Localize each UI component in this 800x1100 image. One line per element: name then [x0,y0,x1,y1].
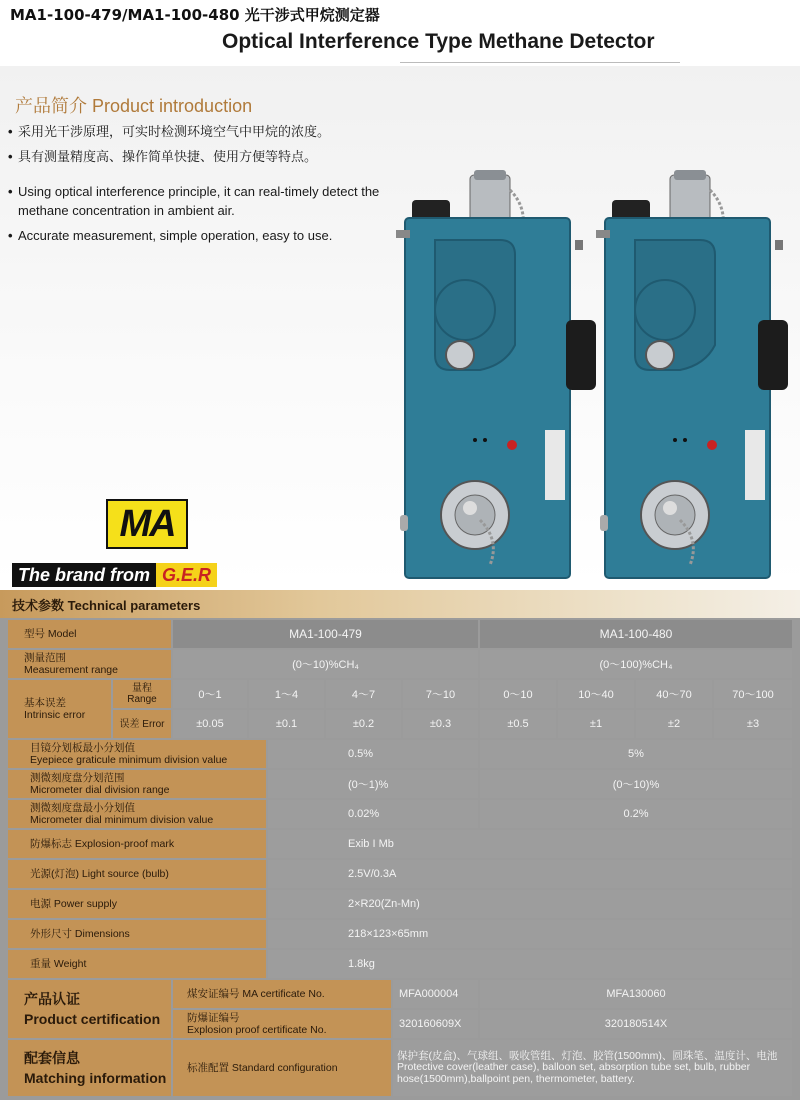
error-cell: ±2 [636,710,712,738]
eyepiece-label [8,740,266,768]
model-title: MA1-100-479/MA1-100-480 光干涉式甲烷测定器 [10,6,380,24]
eyepiece-value-480: 5% [480,740,792,768]
label-cn: 基本误差 [24,697,66,709]
range-cell: 40～70 [636,680,712,708]
ma-certificate-label: 煤安证编号 MA certificate No. [173,980,391,1008]
label-en: Explosion proof certificate No. [187,1024,327,1036]
error-cell: ±0.05 [173,710,247,738]
micrometer-min-479: 0.02% [268,800,478,828]
label-en: Range [127,694,157,705]
label-cn: 测量范围 [24,652,66,664]
bullet-item: • 具有测量精度高、操作简单快捷、使用方便等特点。 [8,149,318,164]
range-cell: 0～1 [173,680,247,708]
label-en: Micrometer dial division range [30,784,170,796]
micrometer-min-480: 0.2% [480,800,792,828]
ma-certificate-480: MFA130060 [480,980,792,1008]
range-cell: 7～10 [403,680,478,708]
model-label: 型号 Model [8,620,171,648]
bullet-text: 采用光干涉原理，可实时检测环境空气中甲烷的浓度。 [18,124,331,139]
ma-logo: MA [106,499,188,549]
error-cell: ±0.5 [480,710,556,738]
weight-value: 1.8kg [268,950,792,978]
micrometer-range-label [8,770,266,798]
label-cn: 配套信息 [24,1050,80,1066]
standard-configuration-label: 标准配置 Standard configuration [173,1040,391,1096]
range-label [8,650,171,678]
technical-parameters-header [0,590,800,618]
title-underline [400,62,680,63]
bullet-text: Using optical interference principle, it can real-timely detect the methane concentration in ambient air. [18,184,380,218]
section-title: 技术参数 Technical parameters [12,598,201,613]
eyepiece-value-479: 0.5% [268,740,478,768]
model-479: MA1-100-479 [173,620,478,648]
label-en: Measurement range [24,664,118,676]
micrometer-range-480: (0～10)% [480,770,792,798]
micrometer-min-label [8,800,266,828]
config-en: Protective cover(leather case), balloon set, absorption tube set, bulb, rubber hose(1500mm),ballpoint pen, thermometer, battery. [397,1061,751,1085]
methane-detector-image-left [390,170,600,590]
light-source-value: 2.5V/0.3A [268,860,792,888]
explosion-certificate-label [173,1010,391,1038]
dimensions-label: 外形尺寸 Dimensions [8,920,266,948]
bullet-item: • Accurate measurement, simple operation, easy to use. [8,228,333,243]
label-cn: 产品认证 [24,991,80,1007]
brand-tagline [12,563,217,587]
product-certification-title [8,980,171,1038]
dimensions-value: 218×123×65mm [268,920,792,948]
bullet-text: Accurate measurement, simple operation, easy to use. [18,228,333,243]
explosion-mark-label: 防爆标志 Explosion-proof mark [8,830,266,858]
micrometer-range-479: (0～1)% [268,770,478,798]
ma-certificate-479: MFA000004 [393,980,478,1008]
sub-range-label [113,680,171,708]
label-en: Matching information [24,1070,167,1086]
error-cell: ±0.2 [326,710,401,738]
page-title: Optical Interference Type Methane Detector [222,30,655,53]
weight-label: 重量 Weight [8,950,266,978]
power-supply-value: 2×R20(Zn-Mn) [268,890,792,918]
bullet-text: 具有测量精度高、操作简单快捷、使用方便等特点。 [18,149,318,164]
label-cn: 防爆证编号 [187,1012,240,1024]
company-name: G.E.R [156,563,217,587]
intrinsic-error-label [8,680,111,738]
label-cn: 测微刻度盘分划范围 [30,772,125,784]
range-value-479: (0～10)%CH₄ [173,650,478,678]
standard-configuration-value [393,1040,792,1096]
error-cell: ±0.3 [403,710,478,738]
range-cell: 1～4 [249,680,324,708]
intro-bullets [8,122,403,251]
label-en: Eyepiece graticule minimum division value [30,754,228,766]
range-cell: 4～7 [326,680,401,708]
matching-information-title [8,1040,171,1096]
methane-detector-image-right [590,170,800,590]
brand-text: The brand from [12,563,156,587]
range-value-480: (0～100)%CH₄ [480,650,792,678]
label-en: Product certification [24,1011,161,1027]
label-en: Intrinsic error [24,709,86,721]
explosion-certificate-480: 320180514X [480,1010,792,1038]
config-cn: 保护套(皮盒)、气球组、吸收管组、灯泡、胶管(1500mm)、圆珠笔、温度计、电池 [397,1049,778,1062]
explosion-mark-value: Exib I Mb [268,830,792,858]
label-cn: 量程 [132,683,152,694]
power-supply-label: 电源 Power supply [8,890,266,918]
model-480: MA1-100-480 [480,620,792,648]
label-en: Micrometer dial minimum division value [30,814,214,826]
label-cn: 测微刻度盘最小分划值 [30,802,135,814]
bullet-item: • Using optical interference principle, it can real-timely detect the methane concentration in ambient air. [8,182,403,220]
intro-heading: 产品简介 Product introduction [15,96,253,116]
error-cell: ±0.1 [249,710,324,738]
bullet-item: • 采用光干涉原理，可实时检测环境空气中甲烷的浓度。 [8,124,331,139]
light-source-label: 光源(灯泡) Light source (bulb) [8,860,266,888]
explosion-certificate-479: 320160609X [393,1010,478,1038]
range-cell: 70～100 [714,680,792,708]
error-cell: ±1 [558,710,634,738]
range-cell: 0～10 [480,680,556,708]
label-cn: 目镜分划板最小分划值 [30,742,135,754]
range-cell: 10～40 [558,680,634,708]
error-cell: ±3 [714,710,792,738]
sub-error-label: 误差 Error [113,710,171,738]
